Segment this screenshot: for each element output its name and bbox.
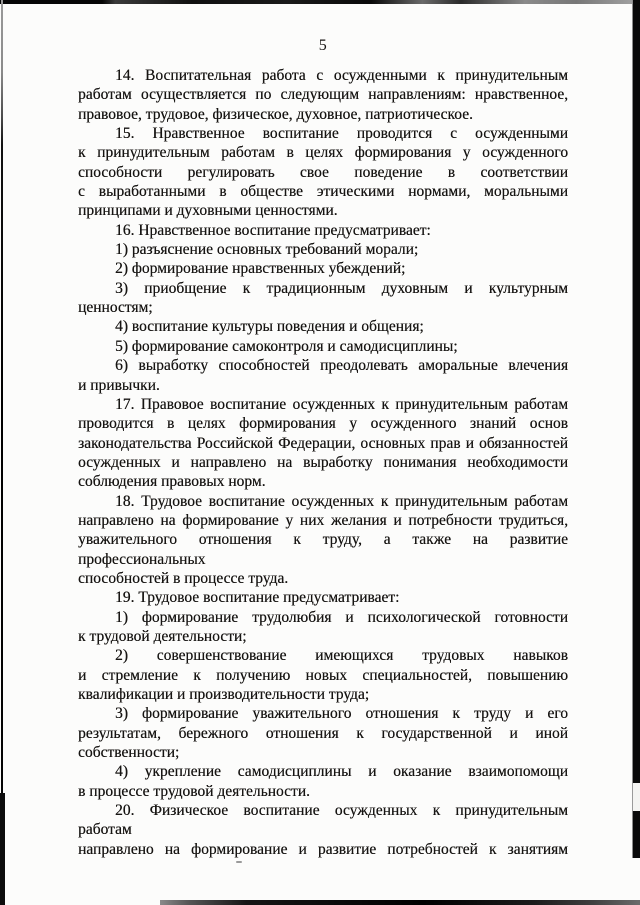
paragraph-line: в процессе трудовой деятельности. bbox=[78, 782, 310, 800]
paragraph bbox=[78, 337, 568, 356]
paragraph-line: 17. Правовое воспитание осужденных к принудительным работам bbox=[115, 395, 568, 413]
paragraph bbox=[78, 259, 568, 278]
paragraph-line: проводится в целях формирования у осужденного знаний основ bbox=[78, 415, 568, 433]
paragraph-line: осужденных и направлено на выработку понимания необходимости bbox=[78, 453, 568, 471]
paragraph-line: направлено на формирование у них желания и потребности трудиться, bbox=[78, 511, 568, 529]
paragraph-line: 3) приобщение к традиционным духовным и культурным ценностям; bbox=[78, 279, 568, 317]
paragraph-line: к трудовой деятельности; bbox=[78, 627, 247, 645]
paragraph-line: 4) воспитание культуры поведения и общения; bbox=[115, 318, 424, 336]
paragraph-line: 1) разъяснение основных требований морали; bbox=[115, 241, 419, 259]
paragraph-line: 1) формирование трудолюбия и психологической готовности bbox=[115, 608, 568, 626]
document-body bbox=[78, 66, 568, 859]
paragraph-line: с выработанными в обществе этическими нормами, моральными bbox=[78, 183, 568, 201]
paragraph bbox=[78, 66, 568, 124]
scan-artifact-speck bbox=[236, 861, 242, 863]
paragraph-line: собственности; bbox=[78, 744, 180, 762]
page-number: 5 bbox=[318, 37, 328, 54]
paragraph bbox=[78, 279, 568, 318]
paragraph-line: направлено на формирование и развитие потребностей к занятиям bbox=[78, 840, 568, 858]
paragraph-line: 19. Трудовое воспитание предусматривает: bbox=[115, 589, 400, 607]
paragraph-line: уважительного отношения к труду, а также на развитие профессиональных bbox=[78, 531, 568, 568]
scan-artifact-right-gap bbox=[632, 783, 640, 811]
paragraph bbox=[78, 356, 568, 395]
paragraph-line: 20. Физическое воспитание осужденных к принудительным работам bbox=[78, 802, 568, 839]
paragraph bbox=[78, 588, 568, 607]
paragraph-line: 18. Трудовое воспитание осужденных к принудительным работам bbox=[115, 492, 568, 510]
scan-artifact-bottom-edge bbox=[160, 900, 640, 905]
paragraph-line: 3) формирование уважительного отношения к труду и его bbox=[115, 705, 568, 723]
paragraph-line: 16. Нравственное воспитание предусматривает: bbox=[115, 221, 431, 239]
scan-artifact-top-edge bbox=[0, 0, 640, 4]
paragraph-line: соблюдения правовых норм. bbox=[78, 473, 266, 491]
paragraph bbox=[78, 317, 568, 336]
paragraph bbox=[78, 801, 568, 859]
paragraph-line: 4) укрепление самодисциплины и оказание взаимопомощи bbox=[115, 763, 568, 781]
paragraph bbox=[78, 124, 568, 221]
paragraph-line: работам осуществляется по следующим направлениям: нравственное, bbox=[78, 86, 568, 104]
paragraph bbox=[78, 240, 568, 259]
paragraph bbox=[78, 704, 568, 762]
scan-artifact-right-edge bbox=[632, 0, 640, 858]
paragraph-line: принципами и духовными ценностями. bbox=[78, 202, 338, 220]
paragraph bbox=[78, 646, 568, 704]
paragraph-line: результатам, бережного отношения к государственной и иной bbox=[78, 724, 568, 742]
paragraph-line: способности регулировать свое поведение в соответствии bbox=[78, 163, 568, 181]
paragraph-line: и стремление к получению новых специальностей, повышению bbox=[78, 666, 568, 684]
paragraph-line: 5) формирование самоконтроля и самодисциплины; bbox=[115, 337, 458, 355]
paragraph-line: 2) формирование нравственных убеждений; bbox=[115, 260, 406, 278]
paragraph bbox=[78, 221, 568, 240]
paragraph-line: 6) выработку способностей преодолевать аморальные влечения bbox=[115, 357, 568, 375]
paragraph bbox=[78, 762, 568, 801]
paragraph bbox=[78, 492, 568, 589]
paragraph-line: к принудительным работам в целях формирования у осужденного bbox=[78, 144, 568, 162]
paragraph-line: способностей в процессе труда. bbox=[78, 569, 289, 587]
paragraph bbox=[78, 395, 568, 492]
paragraph bbox=[78, 608, 568, 647]
paragraph-line: и привычки. bbox=[78, 376, 160, 394]
paragraph-line: 2) совершенствование имеющихся трудовых навыков bbox=[115, 647, 568, 665]
paragraph-line: 15. Нравственное воспитание проводится с осужденными bbox=[115, 125, 568, 143]
scan-artifact-left-notch bbox=[0, 793, 5, 905]
paragraph-line: правовое, трудовое, физическое, духовное, патриотическое. bbox=[78, 105, 473, 123]
scan-artifact-left-edge bbox=[1, 0, 3, 905]
paragraph-line: 14. Воспитательная работа с осужденными к принудительным bbox=[115, 67, 568, 84]
paragraph-line: законодательства Российской Федерации, основных прав и обязанностей bbox=[78, 434, 568, 452]
paragraph-line: квалификации и производительности труда; bbox=[78, 686, 370, 703]
